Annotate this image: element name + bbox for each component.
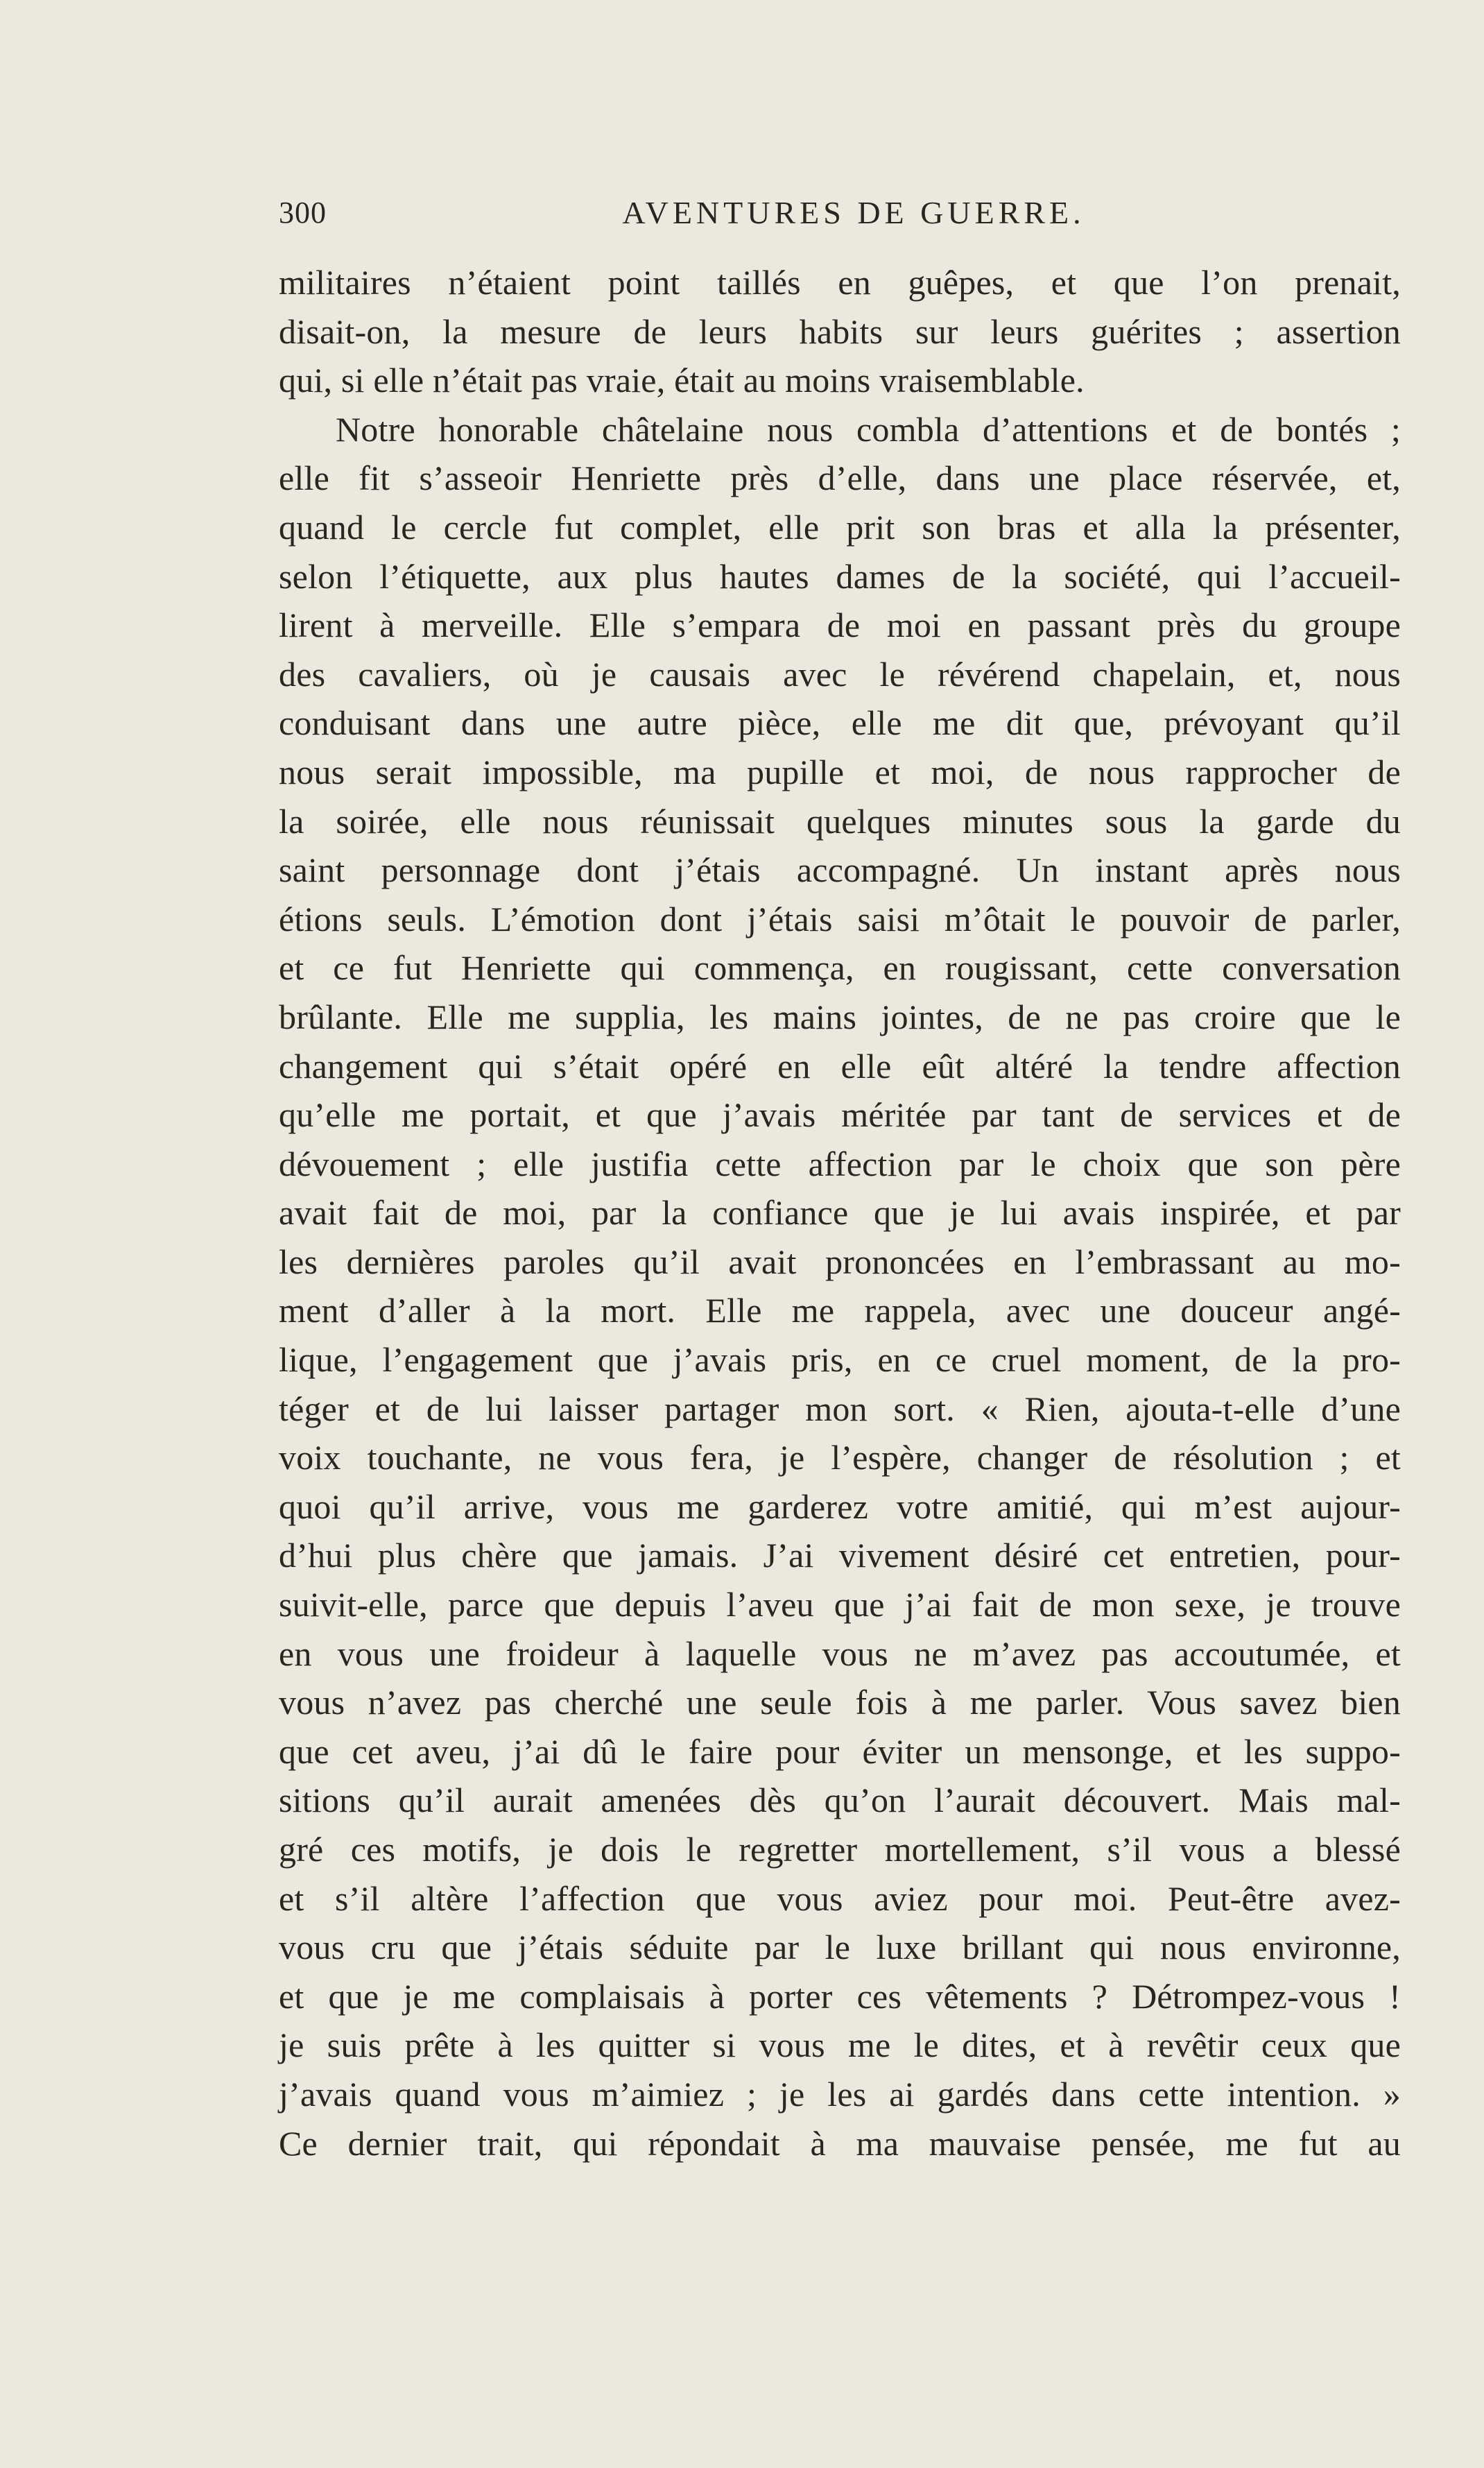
text-line: qu’elle me portait, et que j’avais méritée par tant de services et de (279, 1095, 1401, 1135)
running-title: AVENTURES DE GUERRE. (622, 195, 1085, 230)
text-line: et s’il altère l’affection que vous aviez pour moi. Peut-être avez- (279, 1878, 1401, 1918)
text-line: lirent à merveille. Elle s’empara de moi en passant près du groupe (279, 606, 1401, 645)
text-line: dévouement ; elle justifia cette affection par le choix que son père (279, 1144, 1401, 1183)
text-line: vous cru que j’étais séduite par le luxe brillant qui nous environne, (279, 1928, 1401, 1967)
text-line: Notre honorable châtelaine nous combla d’attentions et de bontés ; (336, 409, 1401, 449)
text-line: qui, si elle n’était pas vraie, était au moins vraisemblable. (279, 361, 1085, 400)
text-line: quoi qu’il arrive, vous me garderez votre amitié, qui m’est aujour- (279, 1486, 1401, 1526)
text-line: et que je me complaisais à porter ces vêtements ? Détrompez-vous ! (279, 1976, 1401, 2016)
text-line: disait-on, la mesure de leurs habits sur leurs guérites ; assertion (279, 311, 1401, 351)
text-line: selon l’étiquette, aux plus hautes dames de la société, qui l’accueil- (279, 556, 1401, 596)
text-line: conduisant dans une autre pièce, elle me dit que, prévoyant qu’il (279, 703, 1401, 743)
text-line: avait fait de moi, par la confiance que je lui avais inspirée, et par (279, 1193, 1401, 1233)
text-line: brûlante. Elle me supplia, les mains jointes, de ne pas croire que le (279, 997, 1401, 1036)
text-line: téger et de lui laisser partager mon sort. « Rien, ajouta-t-elle d’une (279, 1389, 1401, 1428)
text-line: quand le cercle fut complet, elle prit son bras et alla la présenter, (279, 507, 1401, 547)
page-header (279, 189, 1401, 237)
body-text (279, 258, 1401, 2168)
text-line: gré ces motifs, je dois le regretter mortellement, s’il vous a blessé (279, 1830, 1401, 1869)
text-line: changement qui s’était opéré en elle eût altéré la tendre affection (279, 1046, 1401, 1086)
text-line: nous serait impossible, ma pupille et moi, de nous rapprocher de (279, 752, 1401, 791)
text-line: militaires n’étaient point taillés en guêpes, et que l’on prenait, (279, 263, 1401, 302)
text-line: en vous une froideur à laquelle vous ne m’avez pas accoutumée, et (279, 1634, 1401, 1673)
text-line: sitions qu’il aurait amenées dès qu’on l’aurait découvert. Mais mal- (279, 1781, 1401, 1820)
text-line: ment d’aller à la mort. Elle me rappela, avec une douceur angé- (279, 1291, 1401, 1330)
text-line: Ce dernier trait, qui répondait à ma mauvaise pensée, me fut au (279, 2123, 1401, 2163)
text-line: saint personnage dont j’étais accompagné. Un instant après nous (279, 850, 1401, 890)
text-line: voix touchante, ne vous fera, je l’espère, changer de résolution ; et (279, 1438, 1401, 1477)
text-line: j’avais quand vous m’aimiez ; je les ai gardés dans cette intention. » (279, 2074, 1401, 2114)
text-line: elle fit s’asseoir Henriette près d’elle, dans une place réservée, et, (279, 459, 1401, 498)
text-line: et ce fut Henriette qui commença, en rougissant, cette conversation (279, 948, 1401, 988)
page-number: 300 (279, 196, 327, 230)
text-line: la soirée, elle nous réunissait quelques minutes sous la garde du (279, 801, 1401, 841)
text-line: lique, l’engagement que j’avais pris, en ce cruel moment, de la pro- (279, 1340, 1401, 1380)
text-line: des cavaliers, où je causais avec le révérend chapelain, et, nous (279, 654, 1401, 694)
text-line: d’hui plus chère que jamais. J’ai vivement désiré cet entretien, pour- (279, 1536, 1401, 1575)
text-line: que cet aveu, j’ai dû le faire pour éviter un mensonge, et les suppo- (279, 1731, 1401, 1771)
text-line: vous n’avez pas cherché une seule fois à me parler. Vous savez bien (279, 1683, 1401, 1722)
text-line: étions seuls. L’émotion dont j’étais saisi m’ôtait le pouvoir de parler, (279, 899, 1401, 939)
text-line: je suis prête à les quitter si vous me le dites, et à revêtir ceux que (279, 2025, 1401, 2065)
text-line: les dernières paroles qu’il avait prononcées en l’embrassant au mo- (279, 1242, 1401, 1281)
text-line: suivit-elle, parce que depuis l’aveu que j’ai fait de mon sexe, je trouve (279, 1585, 1401, 1625)
